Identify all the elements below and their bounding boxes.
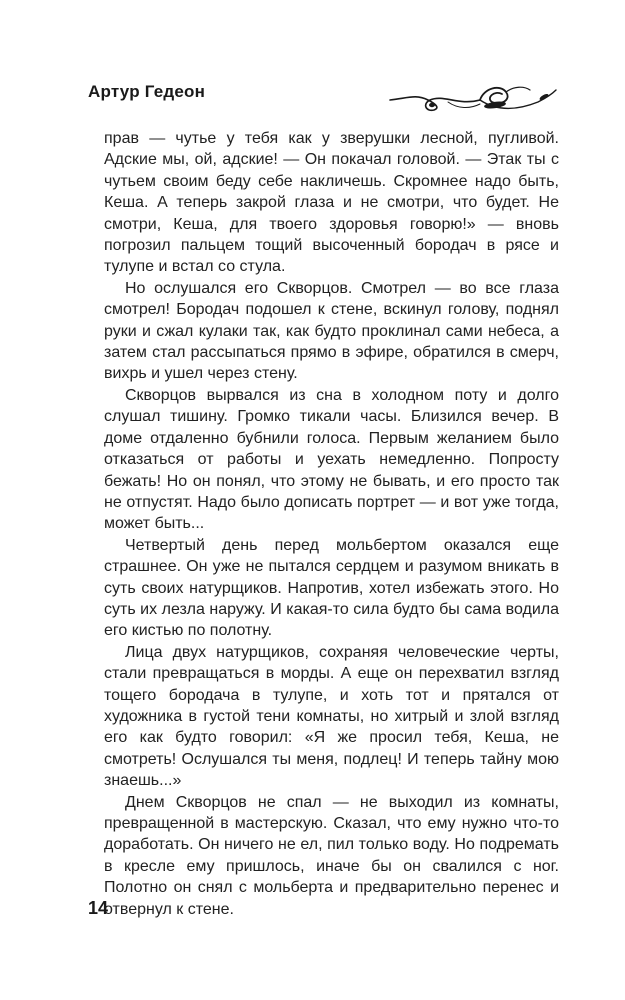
paragraph: Скворцов вырвался из сна в холодном поту и долго слушал тишину. Громко тикали часы. Близился вечер. В доме отдаленно бубнили голоса. Первым желанием было отказаться от работы и уехать немедленно. Попросту бежать! Но он понял, что этому не бывать, и его просто так не отпустят. Надо было дописать портрет — и вот уже тогда, может быть... [104, 386, 559, 533]
author-name: Артур Гедеон [88, 82, 206, 101]
paragraph: Но ослушался его Скворцов. Смотрел — во все глаза смотрел! Бородач подошел к стене, вскинул голову, поднял руки и сжал кулаки так, как будто проклинал сами небеса, а затем стал рассыпаться прямо в эфире, обратился в смерч, вихрь и ушел через стену. [104, 279, 559, 383]
paragraph: Четвертый день перед мольбертом оказался еще страшнее. Он уже не пытался сердцем и разумом вникать в суть своих натурщиков. Напротив, хотел избежать этого. Но суть их лезла наружу. И какая-то сила будто бы сама водила его кистью по полотну. [104, 536, 559, 640]
paragraph: Днем Скворцов не спал — не выходил из комнаты, превращенной в мастерскую. Сказал, что ему нужно что-то доработать. Он ничего не ел, пил только воду. Но подремать в кресле ему пришлось, иначе бы он свалился с ног. Полотно он снял с мольберта и предварительно перенес и отвернул к стене. [104, 793, 559, 918]
page-body [104, 128, 559, 920]
page-number: 14 [88, 898, 109, 918]
paragraph: Лица двух натурщиков, сохраняя человеческие черты, стали превращаться в морды. А еще он перехватил взгляд тощего бородача в тулупе, и хоть тот и прятался от художника в густой тени комнаты, но хитрый и злой взгляд его как будто говорил: «Я же просил тебя, Кеша, не смотреть! Ослушался ты меня, подлец! И теперь тайну мою знаешь...» [104, 643, 559, 790]
running-header [88, 78, 558, 114]
decorative-swirl-icon [388, 76, 558, 116]
paragraph: прав — чутье у тебя как у зверушки лесной, пугливой. Адские мы, ой, адские! — Он покачал головой. — Этак ты с чутьем своим беду себе накличешь. Скромнее надо быть, Кеша. А теперь закрой глаза и не смотри, что будет. Не смотри, Кеша, для твоего здоровья говорю!» — вновь погрозил пальцем тощий высоченный бородач в рясе и тулупе и встал со стула. [104, 130, 559, 276]
